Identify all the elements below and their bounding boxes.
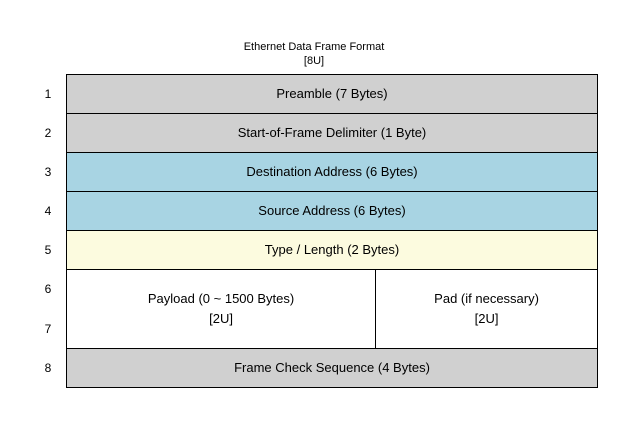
field-destination-address-label: Destination Address (6 Bytes) (246, 164, 418, 179)
row-number-1: 1 (30, 75, 67, 114)
table-row (30, 270, 598, 310)
diagram-title (0, 40, 628, 68)
table-row (30, 349, 598, 388)
ethernet-frame-table (30, 74, 598, 388)
field-pad (376, 270, 598, 349)
table-row (30, 192, 598, 231)
row-number-4: 4 (30, 192, 67, 231)
field-pad-note: [2U] (474, 311, 499, 326)
field-source-address (67, 192, 598, 231)
field-sfd-label: Start-of-Frame Delimiter (1 Byte) (237, 125, 427, 140)
table-row (30, 114, 598, 153)
title-line-1: Ethernet Data Frame Format (243, 41, 385, 53)
field-frame-check-sequence-label: Frame Check Sequence (4 Bytes) (234, 360, 430, 375)
row-number-2: 2 (30, 114, 67, 153)
field-frame-check-sequence (67, 349, 598, 388)
row-number-3: 3 (30, 153, 67, 192)
field-source-address-label: Source Address (6 Bytes) (258, 203, 406, 218)
table-row (30, 231, 598, 270)
field-preamble (67, 75, 598, 114)
field-preamble-label: Preamble (7 Bytes) (276, 86, 388, 101)
row-number-7: 7 (30, 309, 67, 349)
field-destination-address (67, 153, 598, 192)
row-number-6: 6 (30, 270, 67, 310)
table-row (30, 75, 598, 114)
field-payload-label: Payload (0 ~ 1500 Bytes) (147, 291, 295, 306)
field-payload-note: [2U] (209, 311, 233, 326)
field-sfd (67, 114, 598, 153)
row-number-5: 5 (30, 231, 67, 270)
row-number-8: 8 (30, 349, 67, 388)
field-pad-label: Pad (if necessary) (434, 291, 539, 306)
table-row (30, 153, 598, 192)
field-type-length-label: Type / Length (2 Bytes) (264, 242, 400, 257)
title-line-2: [8U] (303, 55, 325, 67)
field-payload (67, 270, 376, 349)
field-type-length (67, 231, 598, 270)
